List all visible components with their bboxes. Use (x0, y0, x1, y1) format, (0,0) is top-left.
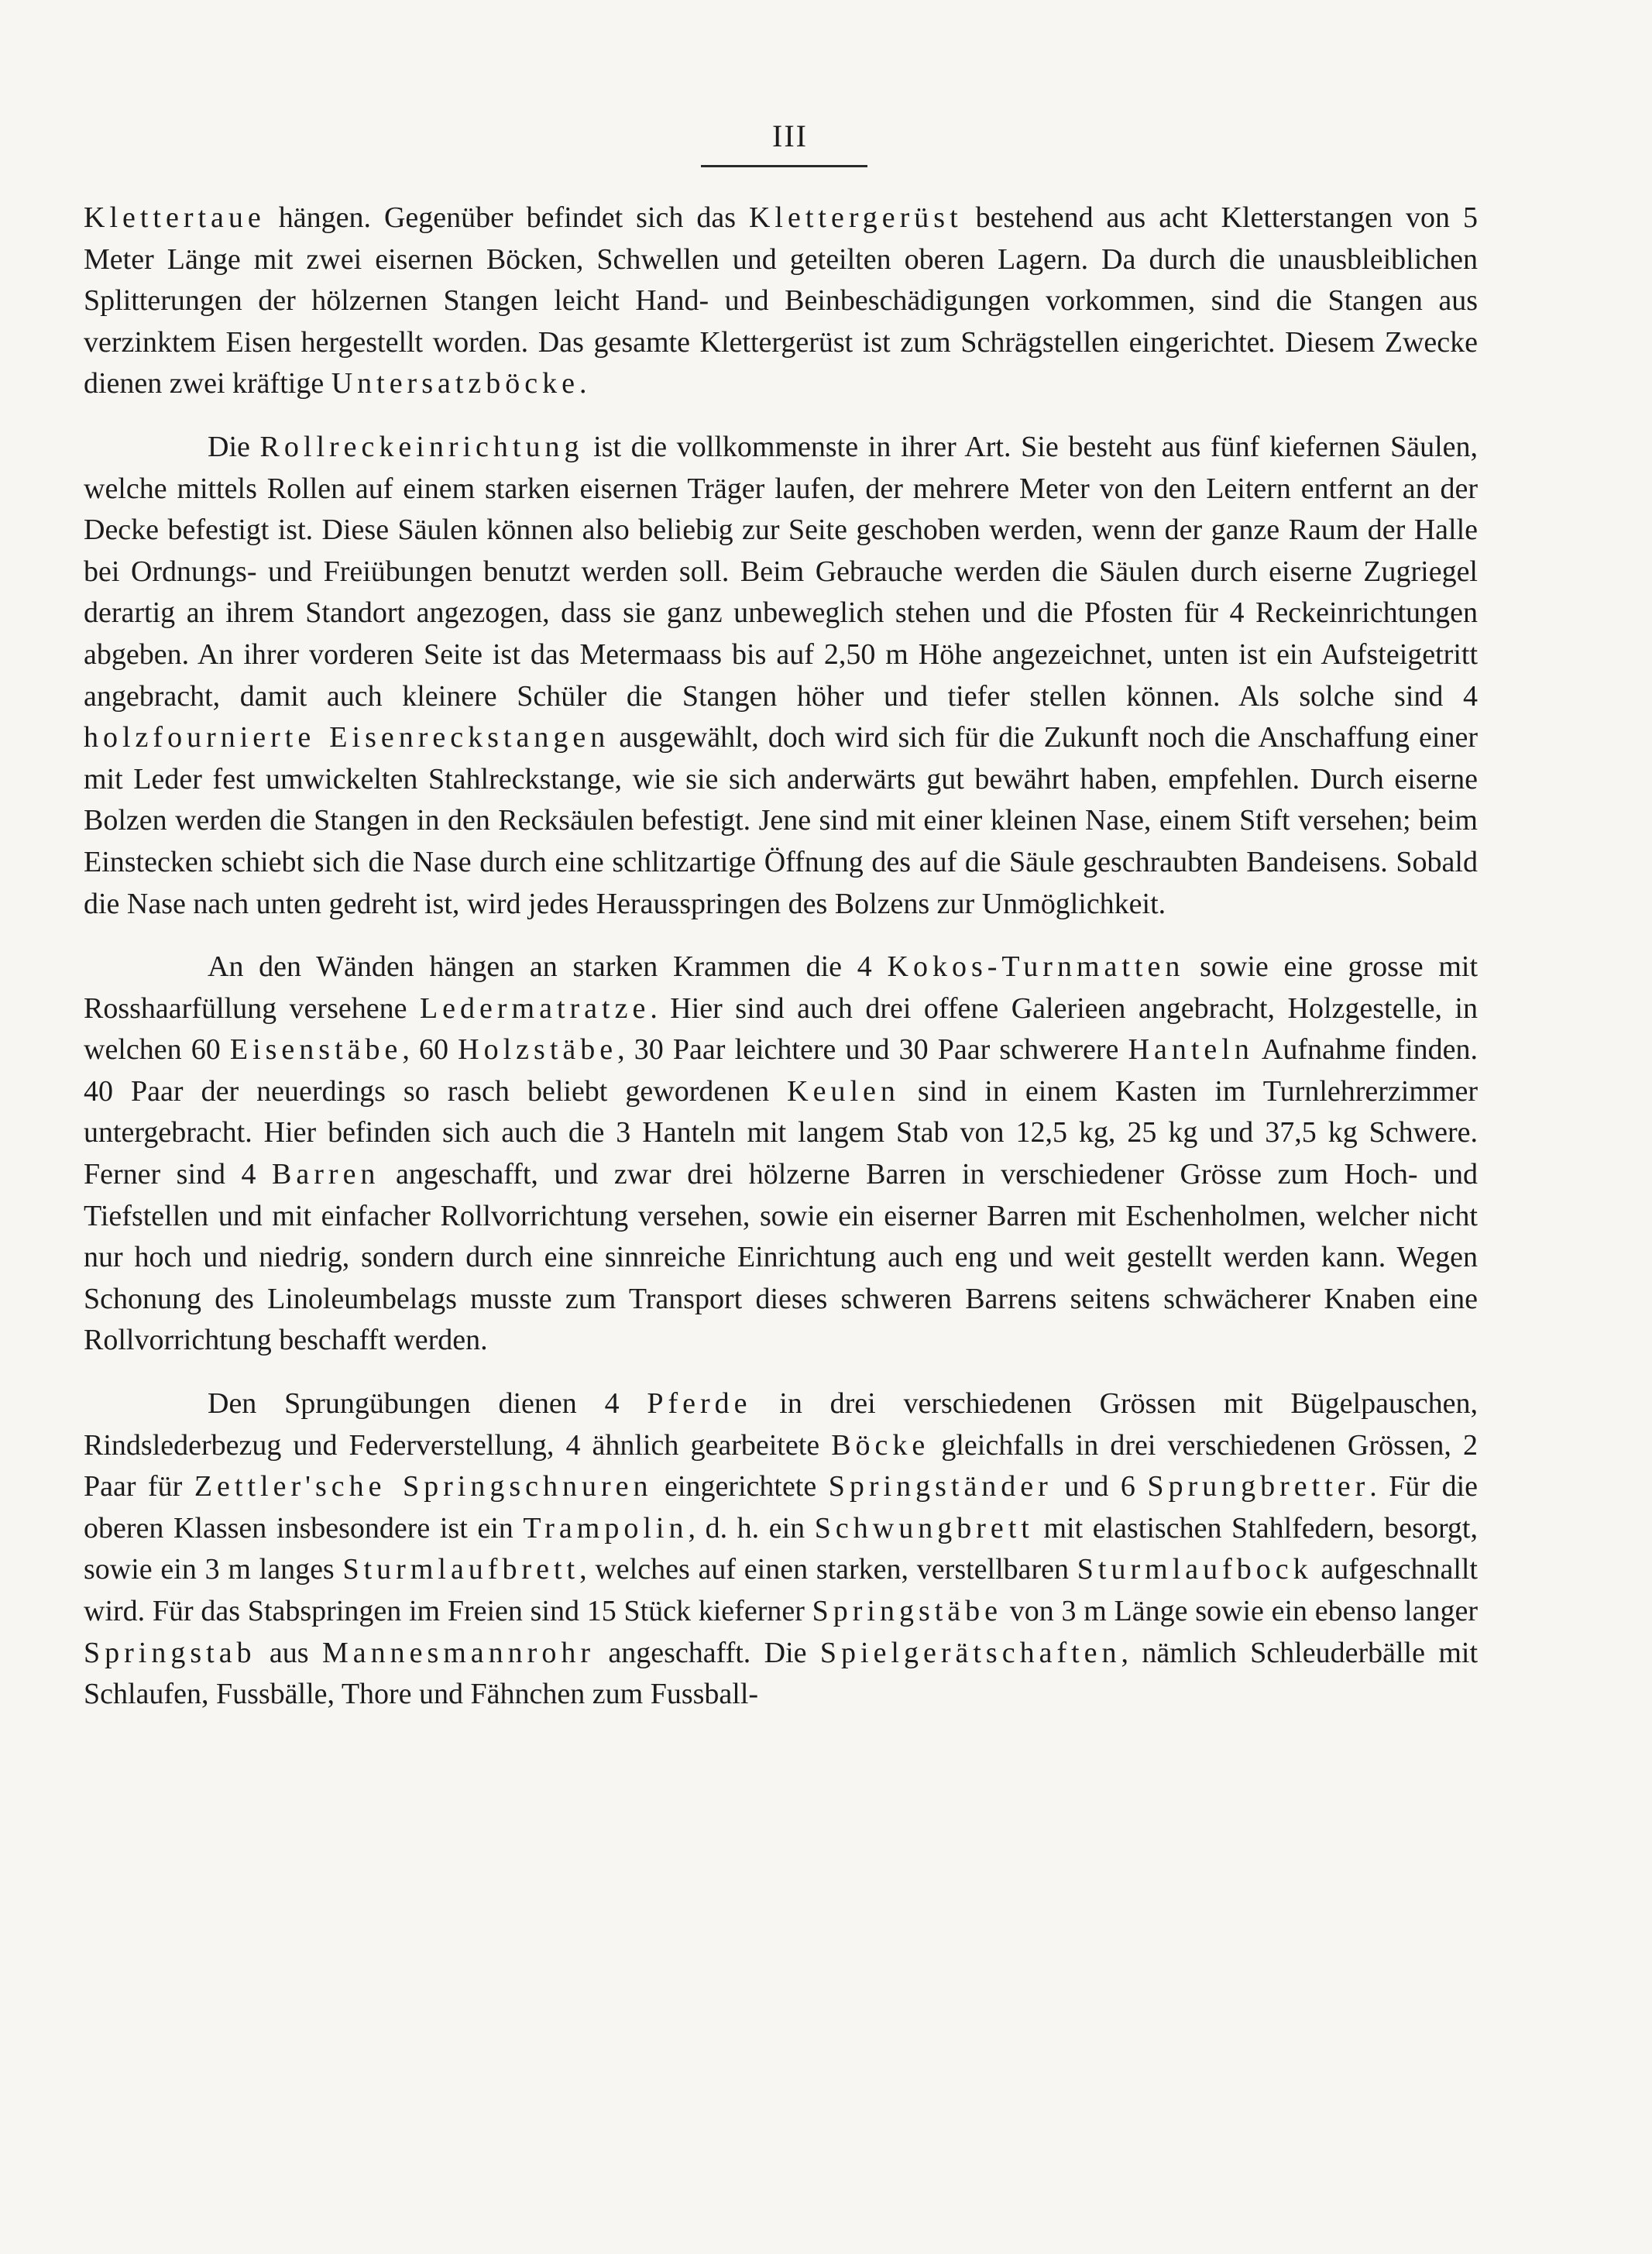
spaced-term: Klettertaue (84, 201, 266, 234)
paragraph-horizontal-bar (84, 427, 1478, 925)
text-run: Die (208, 430, 260, 463)
text-run: hängen. Gegenüber befindet sich das (265, 201, 749, 234)
text-run: mit elastischen Stahlfedern, besorgt, sowie ein 3 m langes (84, 1511, 1478, 1586)
spaced-term: Klettergerüst (748, 201, 963, 234)
text-run: sind in einem Kasten im Turnlehrerzimmer untergebracht. Hier befinden sich auch die 3 Hanteln mit langem Stab von 12,5 kg, 25 kg und 37,5 kg Schwere. Ferner sind 4 (84, 1074, 1478, 1191)
spaced-term: Keulen (787, 1074, 900, 1108)
text-run: von 3 m Länge sowie ein ebenso langer (1002, 1595, 1478, 1627)
spaced-term: Ledermatratze (419, 991, 651, 1025)
paragraph-spacer (84, 925, 1478, 947)
text-run: aufgeschnallt wird. Für das Stabspringen im Freien sind 15 Stück kieferner (84, 1553, 1478, 1627)
text-run: angeschafft, und zwar drei hölzerne Barren in verschiedener Grösse zum Hoch- und Tiefstellen und mit einfacher Rollvorrichtung versehen, sowie ein eiserner Barren mit Eschenholmen, welcher nicht nur hoch und niedrig, sondern durch eine sinnreiche Einrichtung auch eng und weit gestellt werden kann. Wegen Schonung des Linoleumbelags musste zum Transport dieses schweren Barrens seitens schwächerer Knaben eine Rollvorrichtung beschafft werden. (84, 1158, 1478, 1357)
text-run: Den Sprungübungen dienen 4 (208, 1387, 647, 1421)
spaced-term: Springstab (84, 1636, 256, 1669)
text-run: An den Wänden hängen an starken Krammen die 4 (208, 950, 888, 984)
spaced-term: Spielgerätschaften (819, 1636, 1121, 1669)
spaced-term: Hanteln (1128, 1033, 1254, 1067)
paragraph-spacer (84, 1362, 1478, 1383)
spaced-term: Springstäbe (812, 1595, 1003, 1627)
text-run: , 60 (402, 1033, 459, 1067)
text-run: bestehend aus acht Kletterstangen von 5 Meter Länge mit zwei eisernen Böcken, Schwellen und geteilten oberen Lagern. Da durch die unausbleiblichen Splitterungen der hölzernen Stangen leicht Hand- und Beinbeschädigungen vorkommen, sind die Stangen aus verzinktem Eisen hergestellt worden. Das gesamte Klettergerüst ist zum Schrägstellen eingerichtet. Diesem Zwecke dienen zwei kräftige (84, 201, 1479, 400)
text-run: Aufnahme finden. 40 Paar der neuerdings so rasch beliebt gewordenen (84, 1033, 1478, 1108)
text-run: , 30 Paar leichtere und 30 Paar schwerere (617, 1033, 1128, 1067)
spaced-term: Mannesmannrohr (321, 1636, 595, 1669)
text-run: sowie eine grosse mit Rosshaarfüllung versehene (84, 950, 1479, 1025)
text-run: eingerichtete (652, 1470, 829, 1503)
spaced-term: Barren (272, 1158, 380, 1191)
text-run: gleichfalls in drei verschiedenen Grössen, 2 Paar für (84, 1428, 1478, 1503)
text-run: in drei verschiedenen Grössen mit Bügelpauschen, Rindslederbezug und Federverstellung, 4 ähnlich gearbeitete (84, 1387, 1478, 1462)
spaced-term: Kokos-Turnmatten (887, 950, 1185, 984)
text-run: , welches auf einen starken, verstellbaren (579, 1553, 1077, 1586)
paragraph-climbing (84, 198, 1478, 405)
page-number: III (772, 119, 808, 153)
spaced-term: Holzstäbe (458, 1033, 618, 1067)
body-text (84, 198, 1478, 1716)
text-run: angeschafft. Die (594, 1636, 820, 1669)
spaced-term: Rollreckeinrichtung (259, 430, 584, 463)
spaced-term: Trampolin (523, 1511, 689, 1544)
spaced-term: Böcke (831, 1428, 930, 1462)
spaced-term: Schwungbrett (814, 1511, 1034, 1544)
header-rule (701, 165, 867, 167)
spaced-term: Sprungbretter (1147, 1470, 1370, 1503)
spaced-term: Sturmlaufbrett (342, 1553, 580, 1586)
spaced-term: Sturmlaufbock (1077, 1553, 1313, 1586)
paragraph-mats-and-bars (84, 947, 1478, 1362)
spaced-term: Zettler'sche Springschnuren (194, 1470, 653, 1503)
text-run: . Für die oberen Klassen insbesondere ist ein (84, 1470, 1479, 1544)
spaced-term: Eisenstäbe (229, 1033, 403, 1067)
text-run: . Hier sind auch drei offene Galerieen angebracht, Holzgestelle, in welchen 60 (84, 991, 1478, 1067)
text-run: , nämlich Schleuderbälle mit Schlaufen, Fussbälle, Thore und Fähnchen zum Fussball- (84, 1636, 1478, 1711)
text-run: , d. h. ein (688, 1511, 815, 1544)
paragraph-spacer (84, 405, 1478, 427)
spaced-term: Pferde (647, 1387, 752, 1421)
text-run: ausgewählt, doch wird sich für die Zukunft noch die Anschaffung einer mit Leder fest umwickelten Stahlreckstange, wie sie sich anderwärts gut bewährt haben, empfehlen. Durch eiserne Bolzen werden die Stangen in den Recksäulen befestigt. Jene sind mit einer kleinen Nase, einem Stift versehen; beim Einstecken schiebt sich die Nase durch eine schlitzartige Öffnung des auf die Säule geschraubten Bandeisens. Sobald die Nase nach unten gedreht ist, wird jedes Herausspringen des Bolzens zur Unmöglichkeit. (84, 721, 1479, 920)
spaced-term: holzfournierte Eisenreckstangen (84, 721, 610, 754)
text-run: und 6 (1052, 1470, 1148, 1503)
spaced-term: Untersatzböcke (331, 367, 580, 400)
text-run: ist die vollkommenste in ihrer Art. Sie besteht aus fünf kiefernen Säulen, welche mittels Rollen auf einem starken eisernen Träger laufen, der mehrere Meter von den Leitern entfernt an der Decke befestigt ist. Diese Säulen können also beliebig zur Seite geschoben werden, wenn der ganze Raum der Halle bei Ordnungs- und Freiübungen benutzt werden soll. Beim Gebrauche werden die Säulen durch eiserne Zugriegel derartig an ihrem Standort angezogen, dass sie ganz unbeweglich stehen und die Pfosten für 4 Reckeinrichtungen abgeben. An ihrer vorderen Seite ist das Metermaass bis auf 2,50 m Höhe angezeichnet, unten ist ein Aufsteigetritt angebracht, damit auch kleinere Schüler die Stangen höher und tiefer stellen können. Als solche sind 4 (84, 430, 1479, 713)
paragraph-jumping (84, 1383, 1478, 1716)
text-run: . (579, 367, 587, 400)
text-run: aus (256, 1636, 322, 1669)
spaced-term: Springständer (828, 1470, 1053, 1503)
